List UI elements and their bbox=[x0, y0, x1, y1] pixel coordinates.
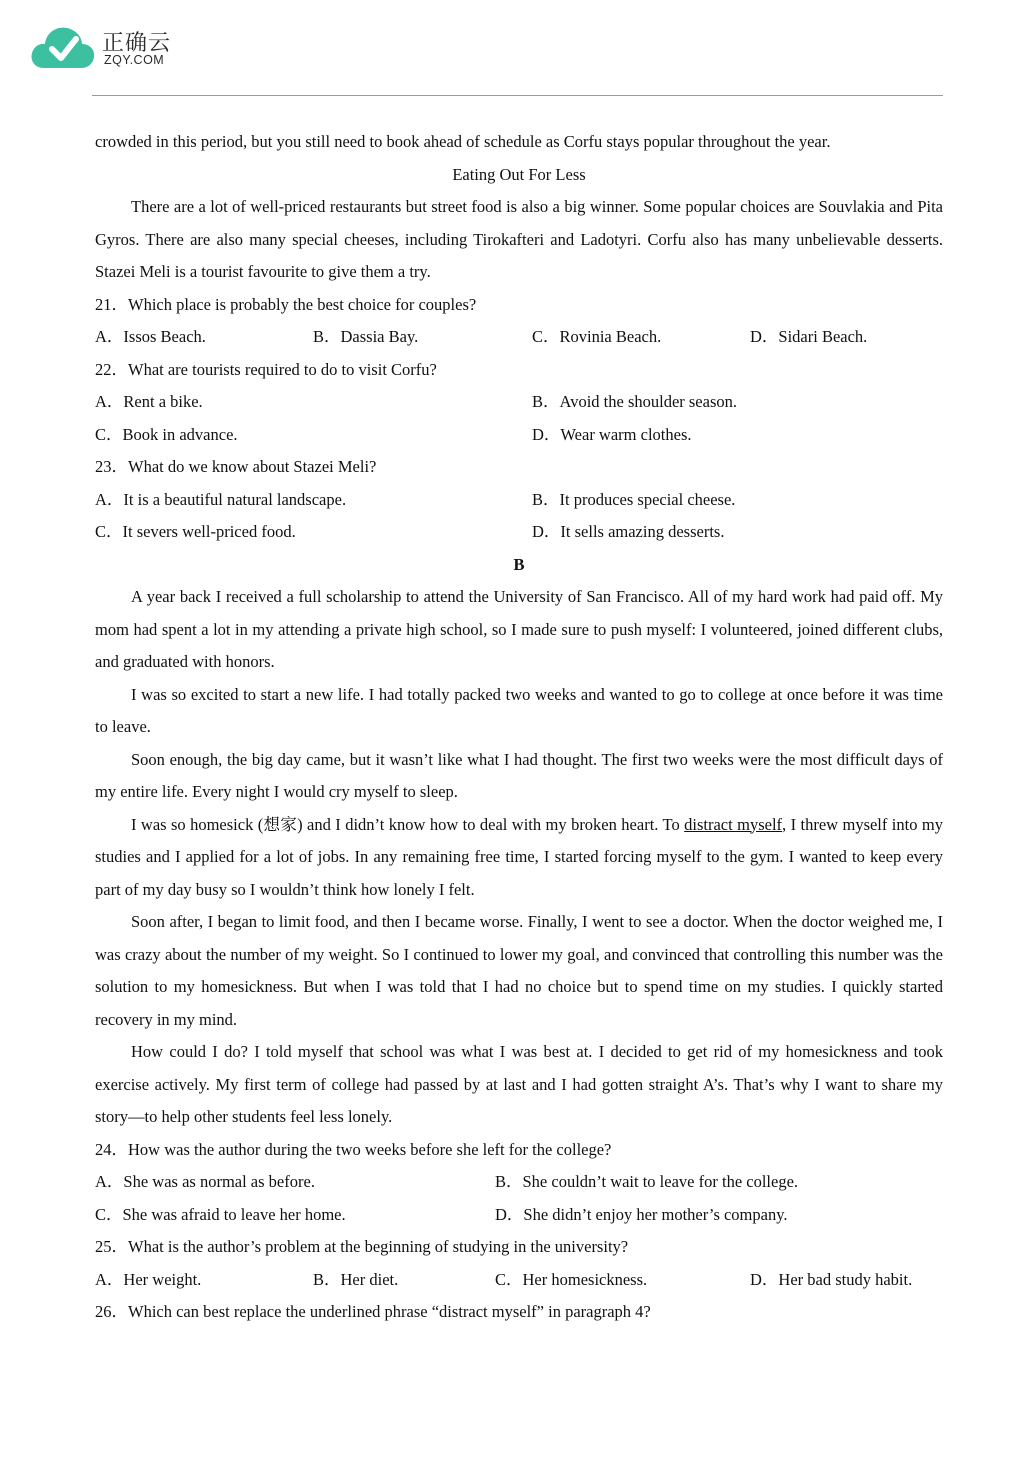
option-23-a: A．It is a beautiful natural landscape. bbox=[95, 489, 347, 509]
option-23-d: D．It sells amazing desserts. bbox=[532, 522, 725, 541]
option-22-c: C．Book in advance. bbox=[95, 424, 238, 444]
logo-chinese-text: 正确云 bbox=[102, 31, 172, 56]
question-25-options bbox=[95, 1264, 943, 1297]
option-21-d: D．Sidari Beach. bbox=[750, 327, 868, 346]
passage-b-paragraph-4 bbox=[95, 809, 943, 907]
page-header bbox=[0, 0, 1034, 100]
intro-line: crowded in this period, but you still need to book ahead of schedule as Corfu stays popular throughout the year. bbox=[95, 132, 831, 151]
question-26-stem: 26．Which can best replace the underlined phrase “distract myself” in paragraph 4? bbox=[95, 1302, 651, 1321]
passage-b-paragraph-2: I was so excited to start a new life. I had totally packed two weeks and wanted to go to college at once before it was time to leave. bbox=[95, 684, 943, 736]
question-23-options-row1 bbox=[95, 484, 943, 517]
option-21-c: C．Rovinia Beach. bbox=[532, 327, 662, 346]
option-25-c: C．Her homesickness. bbox=[495, 1269, 648, 1289]
question-22-stem: 22．What are tourists required to do to visit Corfu? bbox=[95, 359, 437, 379]
paragraph-4-text-end: , I threw myself into my studies and I applied for a lot of jobs. In any remaining free time, I started forcing myself to the gym. I wanted to keep every part of my day busy so I wouldn’t think how lonely I felt. bbox=[95, 814, 943, 899]
document-body bbox=[95, 126, 943, 1329]
passage-b-paragraph-6: How could I do? I told myself that school was what I was best at. I decided to get rid of my homesickness and took exercise actively. My first term of college had passed by at last and I had gotten straight A’s. That’s why I want to share my story—to help other students feel less lonely. bbox=[95, 1042, 943, 1126]
logo-domain-text: ZQY.COM bbox=[104, 53, 165, 67]
question-22-options-row1 bbox=[95, 386, 943, 419]
option-22-d: D．Wear warm clothes. bbox=[532, 424, 692, 444]
question-22-options-row2 bbox=[95, 419, 943, 452]
question-24-options-row1 bbox=[95, 1166, 943, 1199]
option-21-b: B．Dassia Bay. bbox=[313, 327, 419, 346]
section-b-heading: B bbox=[513, 554, 525, 574]
option-21-a: A．Issos Beach. bbox=[95, 327, 206, 346]
section-title-eating: Eating Out For Less bbox=[452, 164, 586, 184]
option-22-b: B．Avoid the shoulder season. bbox=[532, 392, 738, 411]
header-divider bbox=[92, 95, 943, 96]
question-23-stem: 23．What do we know about Stazei Meli? bbox=[95, 457, 377, 476]
passage-b-paragraph-3: Soon enough, the big day came, but it wasn’t like what I had thought. The first two weeks were the most difficult days of my entire life. Every night I would cry myself to sleep. bbox=[95, 749, 943, 801]
option-24-b: B．She couldn’t wait to leave for the college. bbox=[495, 1172, 799, 1191]
question-25-stem: 25．What is the author’s problem at the beginning of studying in the university? bbox=[95, 1237, 629, 1256]
option-24-c: C．She was afraid to leave her home. bbox=[95, 1204, 346, 1224]
option-23-b: B．It produces special cheese. bbox=[532, 489, 736, 509]
passage-b-paragraph-1: A year back I received a full scholarship to attend the University of San Francisco. All of my hard work had paid off. My mom had spent a lot in my attending a private high school, so I made sure to push myself: I volunteered, joined different clubs, and graduated with honors. bbox=[95, 587, 943, 671]
option-25-d: D．Her bad study habit. bbox=[750, 1269, 913, 1289]
question-24-stem: 24．How was the author during the two weeks before she left for the college? bbox=[95, 1139, 612, 1159]
question-23-options-row2 bbox=[95, 516, 943, 549]
question-24-options-row2 bbox=[95, 1199, 943, 1232]
question-21-options bbox=[95, 321, 943, 354]
option-22-a: A．Rent a bike. bbox=[95, 392, 203, 411]
underlined-phrase: distract myself bbox=[684, 814, 783, 834]
option-25-b: B．Her diet. bbox=[313, 1269, 399, 1289]
passage-b-paragraph-5: Soon after, I began to limit food, and then I became worse. Finally, I went to see a doctor. When the doctor weighed me, I was crazy about the number of my weight. So I continued to lower my goal, and convinced that controlling this number was the solution to my homesickness. But when I was told that I had no choice but to spend time on my studies. I quickly started recovery in my mind. bbox=[95, 912, 943, 1029]
option-23-c: C．It severs well-priced food. bbox=[95, 522, 296, 541]
paragraph-4-text-start: I was so homesick (想家) and I didn’t know how to deal with my broken heart. To bbox=[131, 814, 685, 834]
option-25-a: A．Her weight. bbox=[95, 1269, 202, 1289]
option-24-d: D．She didn’t enjoy her mother’s company. bbox=[495, 1204, 788, 1224]
site-logo[interactable] bbox=[30, 22, 190, 74]
eating-paragraph: There are a lot of well-priced restaurants but street food is also a big winner. Some popular choices are Souvlakia and Pita Gyros. There are also many special cheeses, including Tirokafteri and Ladotyri. Corfu also has many unbelievable desserts. Stazei Meli is a tourist favourite to give them a try. bbox=[95, 197, 943, 281]
cloud-check-logo-icon bbox=[30, 22, 96, 72]
question-21-stem: 21．Which place is probably the best choice for couples? bbox=[95, 294, 477, 314]
option-24-a: A．She was as normal as before. bbox=[95, 1172, 315, 1191]
